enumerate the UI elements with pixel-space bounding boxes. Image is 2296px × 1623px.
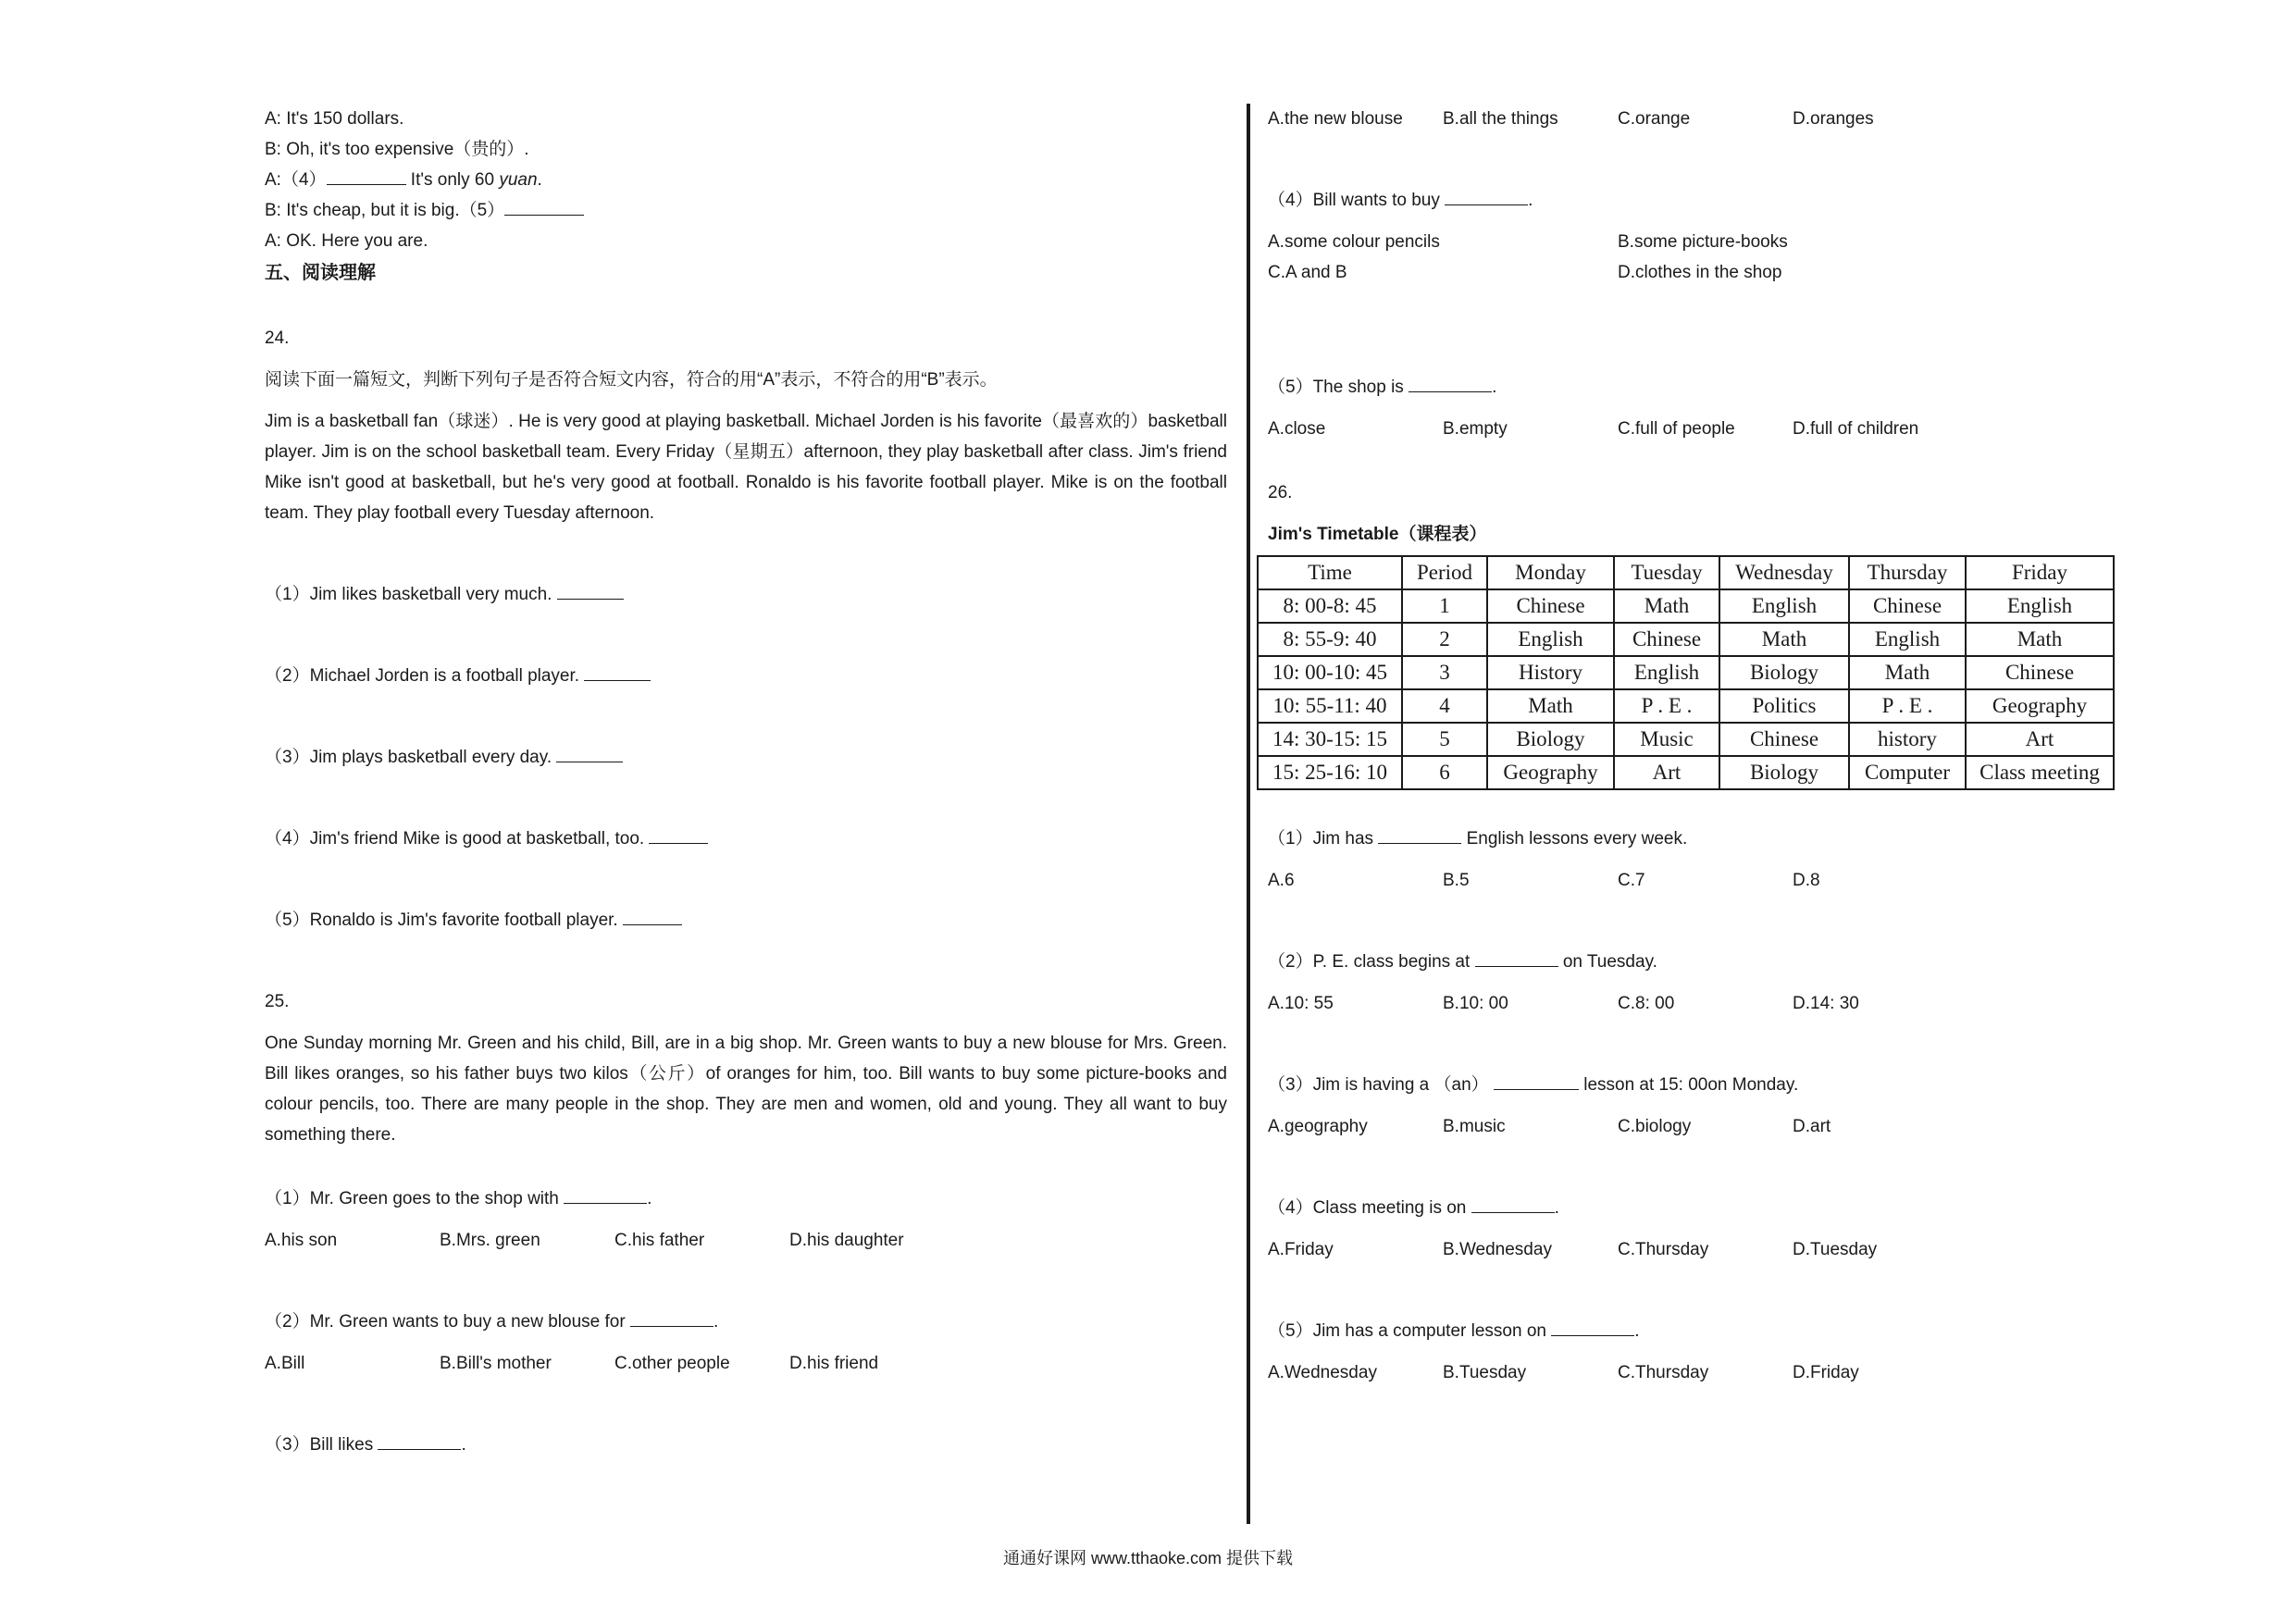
section-title: 五、阅读理解 — [265, 263, 376, 283]
option[interactable]: A.Friday — [1268, 1240, 1334, 1259]
option[interactable]: C.A and B — [1268, 263, 1347, 282]
judge-item: （3）Jim plays basketball every day. — [265, 742, 1227, 773]
question-stem: （5）Jim has a computer lesson on . — [1268, 1316, 2128, 1346]
question-stem: （3）Bill likes . — [265, 1430, 1227, 1460]
table-cell: Math — [1614, 589, 1719, 623]
table-cell: 2 — [1402, 623, 1487, 656]
timetable-row — [1258, 723, 2114, 756]
answer-blank[interactable] — [623, 907, 682, 925]
question-stem: （1）Mr. Green goes to the shop with . — [265, 1183, 1227, 1214]
table-cell: English — [1849, 623, 1966, 656]
option[interactable]: A.geography — [1268, 1117, 1368, 1136]
header-cell: Wednesday — [1719, 556, 1849, 589]
timetable-row — [1258, 756, 2114, 789]
judge-item: （2）Michael Jorden is a football player. — [265, 661, 1227, 691]
option[interactable]: A.Wednesday — [1268, 1363, 1377, 1382]
answer-blank[interactable] — [504, 197, 584, 216]
option[interactable]: D.full of children — [1793, 419, 1919, 439]
timetable-row — [1258, 689, 2114, 723]
option-row — [1268, 1111, 2128, 1142]
table-cell: 1 — [1402, 589, 1487, 623]
column-divider — [1247, 104, 1250, 1524]
timetable-row — [1258, 623, 2114, 656]
page-footer: 通通好课网 www.tthaoke.com 提供下载 — [1002, 1549, 1294, 1567]
dialogue-line: A: OK. Here you are. — [265, 231, 428, 251]
table-cell: Chinese — [1719, 723, 1849, 756]
header-cell: Thursday — [1849, 556, 1966, 589]
answer-blank[interactable] — [1551, 1318, 1634, 1336]
option-row — [265, 1348, 1227, 1379]
answer-blank[interactable] — [1445, 187, 1528, 205]
table-cell: Politics — [1719, 689, 1849, 723]
table-cell: P . E . — [1849, 689, 1966, 723]
left-column — [265, 104, 1227, 1460]
option[interactable]: D.14: 30 — [1793, 994, 1859, 1013]
table-cell: History — [1487, 656, 1614, 689]
reading-passage: One Sunday morning Mr. Green and his child, Bill, are in a big shop. Mr. Green wants to buy a new blouse for Mrs. Green. Bill likes oranges, so his father buys two kilos（公斤）of oranges for him, too. Bill wants to buy some picture-books and colour pencils, too. There are many people in the shop. They are men and women, old and young. They all want to buy something there. — [265, 1034, 1227, 1145]
option[interactable]: C.full of people — [1618, 419, 1735, 439]
answer-blank[interactable] — [1471, 1195, 1555, 1213]
table-cell: Math — [1966, 623, 2114, 656]
option-row — [1268, 1357, 2128, 1388]
table-cell: 5 — [1402, 723, 1487, 756]
option[interactable]: B.some picture-books — [1618, 232, 1788, 252]
option-row — [1268, 865, 2128, 896]
table-cell: Class meeting — [1966, 756, 2114, 789]
option[interactable]: C.other people — [614, 1354, 730, 1373]
table-cell: Chinese — [1614, 623, 1719, 656]
table-cell: English — [1614, 656, 1719, 689]
answer-blank[interactable] — [378, 1431, 461, 1450]
option-row — [1268, 1234, 2128, 1265]
question-number: 26. — [1268, 483, 1293, 502]
table-cell: Art — [1614, 756, 1719, 789]
question-stem: （3）Jim is having a （an） lesson at 15: 00on Monday. — [1268, 1070, 2128, 1100]
table-cell: English — [1966, 589, 2114, 623]
option[interactable]: A.some colour pencils — [1268, 232, 1440, 252]
table-cell: Chinese — [1966, 656, 2114, 689]
table-cell: Computer — [1849, 756, 1966, 789]
table-cell: Biology — [1719, 656, 1849, 689]
option[interactable]: B.Tuesday — [1443, 1363, 1527, 1382]
table-cell: Math — [1849, 656, 1966, 689]
option[interactable]: A.6 — [1268, 871, 1295, 890]
answer-blank[interactable] — [630, 1308, 714, 1327]
option[interactable]: B.5 — [1443, 871, 1470, 890]
option[interactable]: A.Bill — [265, 1354, 305, 1373]
question-number: 24. — [265, 328, 290, 348]
option[interactable]: D.art — [1793, 1117, 1831, 1136]
answer-blank[interactable] — [649, 825, 708, 844]
header-cell: Tuesday — [1614, 556, 1719, 589]
option-row — [1268, 988, 2128, 1019]
option[interactable]: A.10: 55 — [1268, 994, 1334, 1013]
answer-blank[interactable] — [557, 581, 624, 600]
table-cell: Chinese — [1849, 589, 1966, 623]
judge-item: （1）Jim likes basketball very much. — [265, 579, 1227, 610]
question-stem: （2）Mr. Green wants to buy a new blouse for . — [265, 1307, 1227, 1337]
option[interactable]: C.7 — [1618, 871, 1645, 890]
option[interactable]: A.his son — [265, 1231, 338, 1250]
header-cell: Friday — [1966, 556, 2114, 589]
option[interactable]: D.clothes in the shop — [1618, 263, 1782, 282]
table-cell: Biology — [1487, 723, 1614, 756]
table-cell: Chinese — [1487, 589, 1614, 623]
option[interactable]: C.8: 00 — [1618, 994, 1675, 1013]
table-cell: Math — [1719, 623, 1849, 656]
table-cell: 8: 55-9: 40 — [1258, 623, 1402, 656]
table-cell: Biology — [1719, 756, 1849, 789]
table-cell: 3 — [1402, 656, 1487, 689]
dialogue-line: A: It's 150 dollars. — [265, 109, 404, 129]
option[interactable]: B.Mrs. green — [440, 1231, 540, 1250]
table-cell: 8: 00-8: 45 — [1258, 589, 1402, 623]
option[interactable]: A.close — [1268, 419, 1326, 439]
judge-item: （5）Ronaldo is Jim's favorite football player. — [265, 905, 1227, 935]
answer-blank[interactable] — [1494, 1072, 1579, 1090]
option[interactable]: D.oranges — [1793, 109, 1874, 129]
table-cell: Art — [1966, 723, 2114, 756]
dialogue-line: B: It's cheap, but it is big.（5） — [265, 195, 1227, 226]
question-number: 25. — [265, 992, 290, 1011]
header-cell: Period — [1402, 556, 1487, 589]
table-cell: 4 — [1402, 689, 1487, 723]
timetable — [1257, 555, 2115, 790]
header-cell: Monday — [1487, 556, 1614, 589]
option[interactable]: B.empty — [1443, 419, 1508, 439]
answer-blank[interactable] — [564, 1185, 647, 1204]
question-stem: （4）Class meeting is on . — [1268, 1193, 2128, 1223]
table-cell: 10: 55-11: 40 — [1258, 689, 1402, 723]
option[interactable]: A.the new blouse — [1268, 109, 1403, 129]
answer-blank[interactable] — [584, 663, 651, 681]
answer-blank[interactable] — [1378, 825, 1461, 844]
table-cell: history — [1849, 723, 1966, 756]
answer-blank[interactable] — [327, 167, 406, 185]
table-cell: 10: 00-10: 45 — [1258, 656, 1402, 689]
option[interactable]: D.Friday — [1793, 1363, 1859, 1382]
option-grid — [1268, 227, 2128, 288]
table-cell: Music — [1614, 723, 1719, 756]
option[interactable]: D.his daughter — [789, 1231, 904, 1250]
right-column — [1268, 104, 2128, 1388]
option[interactable]: C.Thursday — [1618, 1363, 1709, 1382]
option[interactable]: B.Wednesday — [1443, 1240, 1552, 1259]
header-cell: Time — [1258, 556, 1402, 589]
option[interactable]: C.orange — [1618, 109, 1691, 129]
question-stem: （5）The shop is . — [1268, 372, 2128, 403]
timetable-title: Jim's Timetable（课程表） — [1268, 525, 1487, 544]
instruction: 阅读下面一篇短文，判断下列句子是否符合短文内容，符合的用“A”表示，不符合的用“B”表示。 — [265, 370, 998, 390]
option[interactable]: B.music — [1443, 1117, 1506, 1136]
answer-blank[interactable] — [1475, 948, 1558, 967]
option-row — [265, 1225, 1227, 1256]
judge-item: （4）Jim's friend Mike is good at basketball, too. — [265, 824, 1227, 854]
timetable-header — [1258, 556, 2114, 589]
option-row — [1268, 414, 2128, 444]
option[interactable]: D.8 — [1793, 871, 1820, 890]
table-cell: English — [1487, 623, 1614, 656]
reading-passage: Jim is a basketball fan（球迷）. He is very good at playing basketball. Michael Jorden is his favorite（最喜欢的）basketball player. Jim is on the school basketball team. Every Friday（星期五）afternoon, they play basketball after class. Jim's friend Mike isn't good at basketball, but he's very good at football. Ronaldo is his favorite football player. Mike is on the football team. They play football every Tuesday afternoon. — [265, 412, 1227, 523]
option-row — [1268, 104, 2128, 134]
table-cell: English — [1719, 589, 1849, 623]
question-stem: （1）Jim has English lessons every week. — [1268, 824, 2128, 854]
question-stem: （2）P. E. class begins at on Tuesday. — [1268, 947, 2128, 977]
dialogue-line: B: Oh, it's too expensive（贵的）. — [265, 140, 529, 159]
answer-blank[interactable] — [1409, 374, 1492, 392]
table-cell: Geography — [1487, 756, 1614, 789]
table-cell: Geography — [1966, 689, 2114, 723]
answer-blank[interactable] — [556, 744, 623, 762]
option[interactable]: D.his friend — [789, 1354, 879, 1373]
table-cell: 14: 30-15: 15 — [1258, 723, 1402, 756]
option[interactable]: C.his father — [614, 1231, 705, 1250]
table-cell: 6 — [1402, 756, 1487, 789]
option[interactable]: D.Tuesday — [1793, 1240, 1878, 1259]
table-cell: P . E . — [1614, 689, 1719, 723]
dialogue-line: A:（4） It's only 60 yuan. — [265, 165, 1227, 195]
table-cell: 15: 25-16: 10 — [1258, 756, 1402, 789]
option[interactable]: B.10: 00 — [1443, 994, 1508, 1013]
option[interactable]: C.biology — [1618, 1117, 1692, 1136]
table-cell: Math — [1487, 689, 1614, 723]
question-stem: （4）Bill wants to buy . — [1268, 185, 2128, 216]
option[interactable]: B.Bill's mother — [440, 1354, 552, 1373]
timetable-row — [1258, 589, 2114, 623]
timetable-row — [1258, 656, 2114, 689]
option[interactable]: B.all the things — [1443, 109, 1558, 129]
option[interactable]: C.Thursday — [1618, 1240, 1709, 1259]
